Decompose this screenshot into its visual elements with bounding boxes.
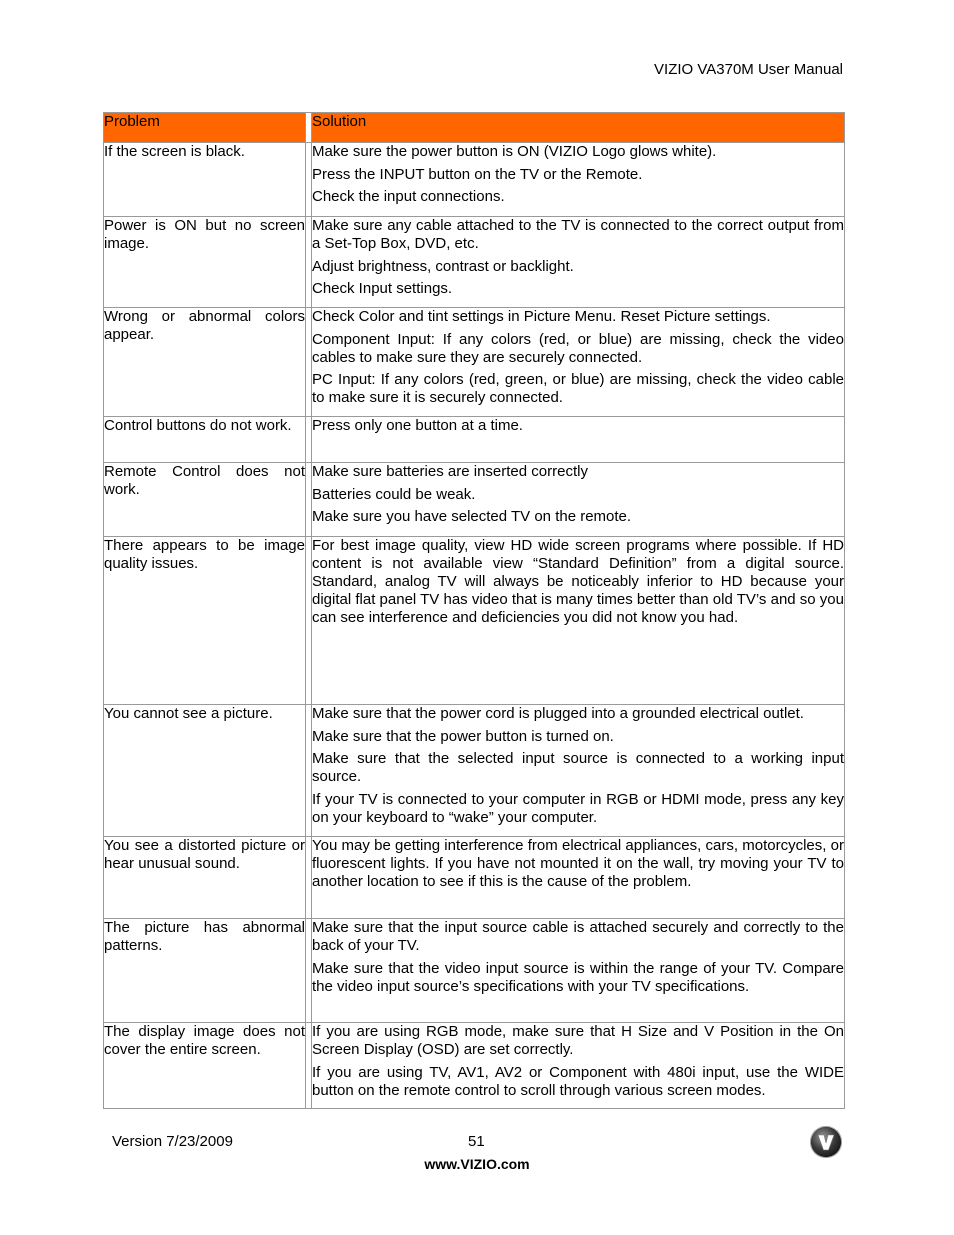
- solution-line: If you are using TV, AV1, AV2 or Component with 480i input, use the WIDE button on the remote control to scroll through various screen modes.: [312, 1063, 844, 1099]
- solution-line: Make sure that the video input source is within the range of your TV. Compare the video input source’s specifications with your TV specifications.: [312, 959, 844, 995]
- table-row: [104, 308, 845, 417]
- table-row: [104, 143, 845, 217]
- solution-line: Press the INPUT button on the TV or the Remote.: [312, 165, 643, 183]
- solution-cell: [312, 463, 845, 537]
- problem-cell: You cannot see a picture.: [104, 705, 306, 837]
- solution-line: Batteries could be weak.: [312, 485, 476, 503]
- version-label: Version 7/23/2009: [112, 1133, 233, 1150]
- solution-line: Adjust brightness, contrast or backlight.: [312, 257, 574, 275]
- solution-cell: [312, 417, 845, 463]
- table-row: [104, 537, 845, 705]
- table-row: [104, 417, 845, 463]
- problem-cell: If the screen is black.: [104, 143, 306, 217]
- solution-cell: [312, 919, 845, 1023]
- problem-cell: Power is ON but no screen image.: [104, 217, 306, 308]
- solution-cell: [312, 143, 845, 217]
- solution-line: Make sure batteries are inserted correctly: [312, 463, 588, 480]
- solution-cell: [312, 308, 845, 417]
- solution-line: Make sure you have selected TV on the remote.: [312, 508, 632, 525]
- solution-line: If you are using RGB mode, make sure that H Size and V Position in the On Screen Display (OSD) are set correctly.: [312, 1023, 844, 1058]
- solution-line: Component Input: If any colors (red, or blue) are missing, check the video cables to make sure they are securely connected.: [312, 330, 844, 366]
- solution-line: Make sure the power button is ON (VIZIO Logo glows white).: [312, 143, 717, 160]
- solution-line: Press only one button at a time.: [312, 417, 523, 434]
- solution-line: You may be getting interference from electrical appliances, cars, motorcycles, or fluorescent lights. If you have not mounted it on the wall, try moving your TV to another location to see if this is the cause of the problem.: [312, 837, 844, 890]
- table-header-row: [104, 113, 845, 143]
- problem-cell: The display image does not cover the entire screen.: [104, 1023, 306, 1109]
- solution-line: Make sure any cable attached to the TV is connected to the correct output from a Set-Top Box, DVD, etc.: [312, 217, 844, 252]
- problem-cell: There appears to be image quality issues.: [104, 537, 306, 705]
- solution-line: Make sure that the power cord is plugged into a grounded electrical outlet.: [312, 705, 804, 722]
- solution-cell: [312, 705, 845, 837]
- table-body: [104, 143, 845, 1109]
- solution-line: Check the input connections.: [312, 188, 505, 205]
- solution-cell: [312, 837, 845, 919]
- table-row: [104, 217, 845, 308]
- solution-line: Make sure that the power button is turned on.: [312, 727, 614, 745]
- solution-column-header: Solution: [312, 113, 845, 143]
- problem-cell: Control buttons do not work.: [104, 417, 306, 463]
- page-number: 51: [468, 1133, 485, 1150]
- troubleshooting-table: [103, 112, 845, 1109]
- table-row: [104, 837, 845, 919]
- problem-cell: Wrong or abnormal colors appear.: [104, 308, 306, 417]
- manual-title: VIZIO VA370M User Manual: [654, 61, 843, 78]
- table-row: [104, 1023, 845, 1109]
- solution-line: If your TV is connected to your computer in RGB or HDMI mode, press any key on your keyboard to “wake” your computer.: [312, 790, 844, 826]
- table-row: [104, 919, 845, 1023]
- solution-line: Make sure that the input source cable is attached securely and correctly to the back of your TV.: [312, 919, 844, 954]
- solution-line: For best image quality, view HD wide screen programs where possible. If HD content is not available view “Standard Definition” from a digital source. Standard, analog TV will always be noticeably inferior to HD because your digital flat panel TV has video that is many times better than old TV’s and so you can see interference and deficiencies you did not know you had.: [312, 537, 844, 626]
- problem-column-header: Problem: [104, 113, 306, 143]
- solution-cell: [312, 217, 845, 308]
- solution-line: Make sure that the selected input source is connected to a working input source.: [312, 750, 844, 785]
- solution-line: Check Input settings.: [312, 280, 453, 297]
- solution-cell: [312, 537, 845, 705]
- problem-cell: You see a distorted picture or hear unusual sound.: [104, 837, 306, 919]
- problem-cell: The picture has abnormal patterns.: [104, 919, 306, 1023]
- vizio-logo-icon: [809, 1125, 843, 1159]
- table-row: [104, 463, 845, 537]
- problem-cell: Remote Control does not work.: [104, 463, 306, 537]
- solution-line: Check Color and tint settings in Picture Menu. Reset Picture settings.: [312, 308, 771, 325]
- solution-cell: [312, 1023, 845, 1109]
- website-url: www.VIZIO.com: [424, 1156, 530, 1172]
- solution-line: PC Input: If any colors (red, green, or blue) are missing, check the video cable to make sure it is securely connected.: [312, 371, 844, 406]
- table-row: [104, 705, 845, 837]
